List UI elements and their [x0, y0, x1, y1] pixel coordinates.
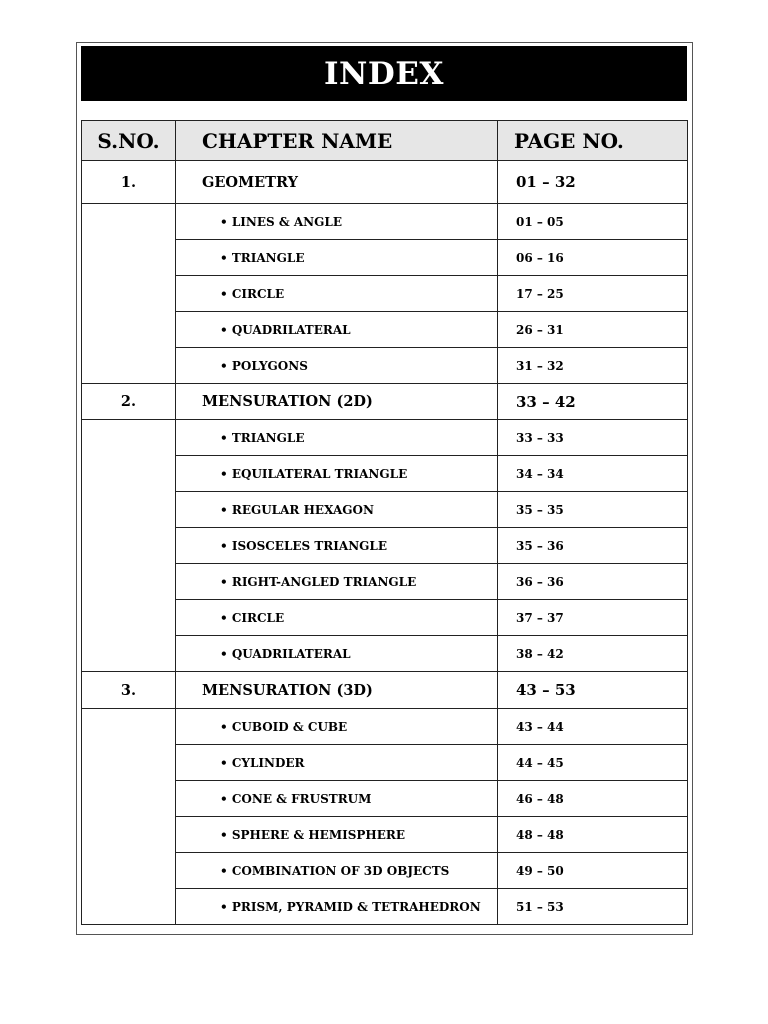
topic-name: • EQUILATERAL TRIANGLE — [176, 456, 498, 492]
topic-pages: 44 – 45 — [498, 745, 688, 781]
sno-spacer — [82, 709, 176, 925]
topic-pages: 31 – 32 — [498, 348, 688, 384]
topic-pages: 49 – 50 — [498, 853, 688, 889]
header-row — [82, 121, 688, 161]
topic-pages: 51 – 53 — [498, 889, 688, 925]
topic-name: • TRIANGLE — [176, 240, 498, 276]
chapter-pages: 43 – 53 — [498, 672, 688, 709]
index-title: INDEX — [81, 46, 687, 101]
topic-pages: 36 – 36 — [498, 564, 688, 600]
topic-name: • CYLINDER — [176, 745, 498, 781]
topic-pages: 35 – 36 — [498, 528, 688, 564]
chapter-sno: 3. — [82, 672, 176, 709]
topic-name: • TRIANGLE — [176, 420, 498, 456]
topic-pages: 48 – 48 — [498, 817, 688, 853]
topic-pages: 35 – 35 — [498, 492, 688, 528]
topic-row — [82, 204, 688, 240]
topic-pages: 01 – 05 — [498, 204, 688, 240]
chapter-pages: 33 – 42 — [498, 384, 688, 420]
topic-pages: 33 – 33 — [498, 420, 688, 456]
topic-name: • LINES & ANGLE — [176, 204, 498, 240]
topic-pages: 17 – 25 — [498, 276, 688, 312]
chapter-name: GEOMETRY — [176, 161, 498, 204]
topic-pages: 37 – 37 — [498, 600, 688, 636]
topic-pages: 34 – 34 — [498, 456, 688, 492]
topic-name: • POLYGONS — [176, 348, 498, 384]
topic-pages: 46 – 48 — [498, 781, 688, 817]
index-table — [81, 120, 688, 925]
chapter-row — [82, 161, 688, 204]
topic-name: • QUADRILATERAL — [176, 636, 498, 672]
chapter-pages: 01 – 32 — [498, 161, 688, 204]
topic-row — [82, 709, 688, 745]
topic-name: • CONE & FRUSTRUM — [176, 781, 498, 817]
topic-row — [82, 420, 688, 456]
sno-spacer — [82, 204, 176, 384]
topic-name: • SPHERE & HEMISPHERE — [176, 817, 498, 853]
topic-name: • REGULAR HEXAGON — [176, 492, 498, 528]
topic-pages: 06 – 16 — [498, 240, 688, 276]
header-page-no: PAGE NO. — [498, 121, 688, 161]
chapter-sno: 1. — [82, 161, 176, 204]
topic-pages: 43 – 44 — [498, 709, 688, 745]
chapter-sno: 2. — [82, 384, 176, 420]
topic-name: • CIRCLE — [176, 276, 498, 312]
topic-pages: 38 – 42 — [498, 636, 688, 672]
header-sno: S.NO. — [82, 121, 176, 161]
topic-name: • CUBOID & CUBE — [176, 709, 498, 745]
sno-spacer — [82, 420, 176, 672]
chapter-row — [82, 672, 688, 709]
topic-name: • PRISM, PYRAMID & TETRAHEDRON — [176, 889, 498, 925]
topic-name: • COMBINATION OF 3D OBJECTS — [176, 853, 498, 889]
topic-pages: 26 – 31 — [498, 312, 688, 348]
chapter-name: MENSURATION (2D) — [176, 384, 498, 420]
chapter-name: MENSURATION (3D) — [176, 672, 498, 709]
topic-name: • ISOSCELES TRIANGLE — [176, 528, 498, 564]
chapter-row — [82, 384, 688, 420]
header-chapter-name: CHAPTER NAME — [176, 121, 498, 161]
topic-name: • QUADRILATERAL — [176, 312, 498, 348]
topic-name: • RIGHT-ANGLED TRIANGLE — [176, 564, 498, 600]
topic-name: • CIRCLE — [176, 600, 498, 636]
